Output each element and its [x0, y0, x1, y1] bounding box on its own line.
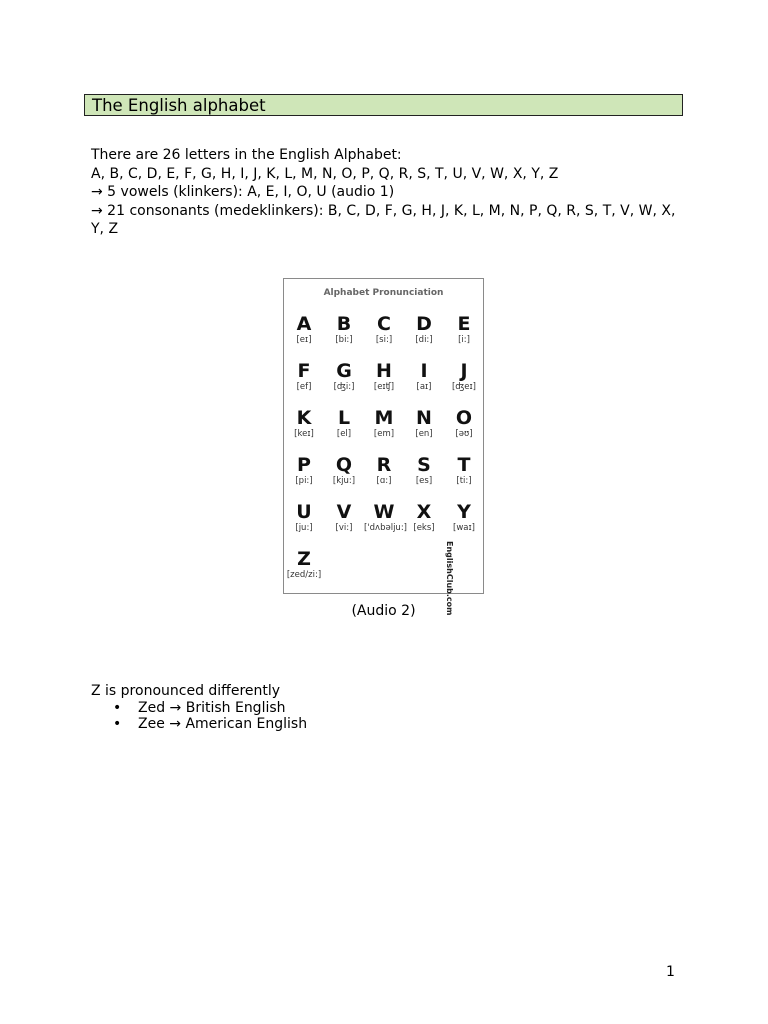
letter-cell-q — [324, 454, 364, 487]
heading-box — [84, 94, 683, 116]
pronunciation: [ʤeɪ] — [451, 382, 476, 392]
intro-text — [91, 146, 681, 239]
page-number: 1 — [666, 964, 675, 980]
pronunciation: [i:] — [458, 335, 470, 345]
list-item-text: Zed → British English — [138, 699, 286, 716]
pronunciation: [en] — [415, 429, 433, 439]
letter: Y — [457, 501, 471, 523]
brand-logo: EnglishClub.com — [445, 541, 454, 616]
letter: G — [336, 360, 352, 382]
letter: I — [420, 360, 428, 382]
letter: A — [296, 313, 312, 335]
audio-caption: (Audio 2) — [351, 603, 416, 619]
pronunciation: [aɪ] — [416, 382, 432, 392]
pronunciation: [vi:] — [335, 523, 353, 533]
letter: S — [417, 454, 431, 476]
letter-cell-e — [444, 313, 484, 346]
letter-cell-c — [364, 313, 404, 346]
letter: H — [376, 360, 392, 382]
pronunciation: ['dʌbəlju:] — [364, 523, 407, 533]
z-list — [91, 700, 307, 733]
pronunciation: [kju:] — [332, 476, 356, 486]
pronunciation: [ʤi:] — [333, 382, 355, 392]
pronunciation: [ti:] — [456, 476, 472, 486]
letter-cell-u — [284, 501, 324, 534]
letter-cell-n — [404, 407, 444, 440]
page-title: The English alphabet — [92, 96, 266, 115]
letter-cell-o — [444, 407, 484, 440]
letter-cell-g — [324, 360, 364, 393]
letter-cell-s — [404, 454, 444, 487]
letter: Q — [335, 454, 353, 476]
letter-cell-y — [444, 501, 484, 534]
z-intro: Z is pronounced differently — [91, 683, 281, 699]
letter-cell-a — [284, 313, 324, 346]
letter-cell-j — [444, 360, 484, 393]
letter: O — [455, 407, 473, 429]
consonants-line: → 21 consonants (medeklinkers): B, C, D, F, G, H, J, K, L, M, N, P, Q, R, S, T, V, W, X, Y, Z — [91, 202, 676, 238]
letter: X — [416, 501, 432, 523]
bullet-icon: • — [113, 716, 122, 732]
letter-cell-r — [364, 454, 404, 487]
pronunciation: [di:] — [415, 335, 433, 345]
list-item-text: Zee → American English — [138, 716, 308, 732]
letter: P — [297, 454, 311, 476]
list-item — [91, 716, 307, 733]
letter-cell-l — [324, 407, 364, 440]
letter: V — [336, 501, 352, 523]
letter: W — [373, 501, 395, 523]
intro-line: There are 26 letters in the English Alphabet: — [91, 147, 402, 163]
list-item — [91, 700, 307, 717]
pronunciation: [ju:] — [295, 523, 313, 533]
letter: F — [297, 360, 311, 382]
letter: N — [416, 407, 432, 429]
letter-cell-k — [284, 407, 324, 440]
letter-cell-w — [364, 501, 407, 534]
pronunciation: [zed/zi:] — [286, 570, 322, 580]
letter: L — [337, 407, 351, 429]
vowels-line: → 5 vowels (klinkers): A, E, I, O, U (audio 1) — [91, 184, 395, 201]
letter-cell-b — [324, 313, 364, 346]
letter-cell-f — [284, 360, 324, 393]
pronunciation: [bi:] — [335, 335, 353, 345]
pronunciation: [ef] — [296, 382, 312, 392]
letter-cell-z — [284, 548, 324, 581]
pronunciation: [si:] — [375, 335, 393, 345]
letter-cell-x — [404, 501, 444, 534]
pronunciation: [em] — [373, 429, 395, 439]
letter: Z — [297, 548, 311, 570]
pronunciation: [eɪʧ] — [373, 382, 395, 392]
letter: D — [416, 313, 432, 335]
pronunciation: [ɑ:] — [376, 476, 392, 486]
letter: M — [374, 407, 394, 429]
letter-cell-m — [364, 407, 404, 440]
letter-cell-t — [444, 454, 484, 487]
letter: K — [296, 407, 312, 429]
pronunciation: [keɪ] — [294, 429, 314, 439]
letter: C — [377, 313, 391, 335]
letter: R — [376, 454, 392, 476]
z-pronunciation-section — [91, 683, 307, 733]
letter: J — [460, 360, 468, 382]
chart-title: Alphabet Pronunciation — [323, 288, 444, 298]
pronunciation: [es] — [415, 476, 433, 486]
letter: E — [457, 313, 471, 335]
pronunciation: [waɪ] — [453, 523, 475, 533]
letter-cell-i — [404, 360, 444, 393]
letter-cell-p — [284, 454, 324, 487]
pronunciation: [eɪ] — [296, 335, 312, 345]
pronunciation: [el] — [336, 429, 352, 439]
letter: U — [296, 501, 312, 523]
letter: T — [457, 454, 471, 476]
letter-cell-h — [364, 360, 404, 393]
pronunciation: [eks] — [413, 523, 435, 533]
pronunciation: [pi:] — [295, 476, 313, 486]
letter: B — [336, 313, 352, 335]
alphabet-line: A, B, C, D, E, F, G, H, I, J, K, L, M, N, O, P, Q, R, S, T, U, V, W, X, Y, Z — [91, 165, 559, 182]
bullet-icon: • — [113, 699, 122, 716]
letter-cell-v — [324, 501, 364, 534]
pronunciation: [əʊ] — [455, 429, 473, 439]
letter-cell-d — [404, 313, 444, 346]
